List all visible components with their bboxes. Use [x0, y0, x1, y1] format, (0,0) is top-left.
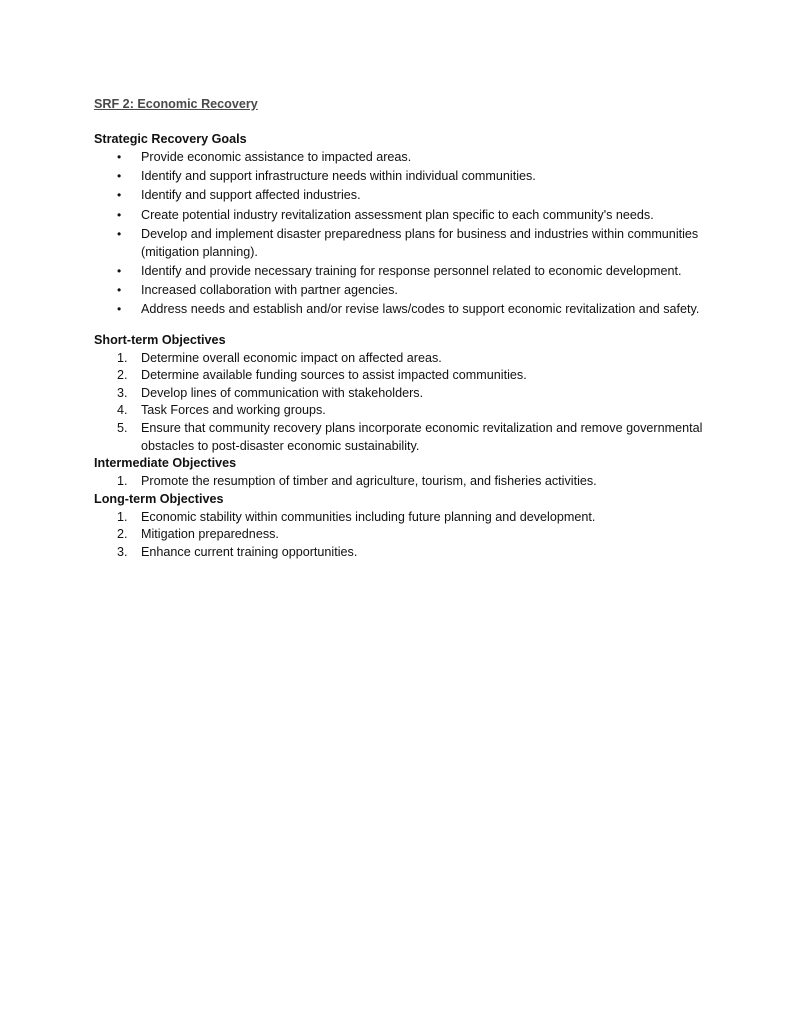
section-spacer [94, 320, 704, 331]
list-item-text: Develop and implement disaster preparedness plans for business and industries within communities (mitigation planning). [141, 226, 699, 259]
document-title: SRF 2: Economic Recovery [94, 97, 258, 111]
list-item-text: Mitigation preparedness. [141, 527, 279, 541]
list-item-text: Promote the resumption of timber and agriculture, tourism, and fisheries activities. [141, 474, 597, 488]
list-item [94, 262, 704, 280]
long-term-heading: Long-term Objectives [94, 491, 224, 506]
item-number: 2. [117, 368, 128, 382]
long-term-list [94, 508, 704, 561]
bullet-icon: • [117, 169, 122, 184]
item-number: 3. [117, 385, 128, 400]
intermediate-heading: Intermediate Objectives [94, 456, 237, 470]
item-number: 3. [117, 544, 128, 559]
intermediate-list [94, 472, 704, 490]
short-term-list [94, 349, 704, 455]
list-item-text: Create potential industry revitalization assessment plan specific to each community's needs. [141, 207, 654, 222]
item-number: 1. [117, 509, 128, 524]
list-item [94, 384, 704, 402]
list-item [94, 300, 704, 318]
list-item-text: Identify and support affected industries. [141, 188, 361, 203]
item-number: 4. [117, 403, 128, 417]
list-item-text: Enhance current training opportunities. [141, 544, 358, 559]
list-item-text: Identify and support infrastructure needs within individual communities. [141, 169, 536, 184]
list-item [94, 525, 704, 543]
item-number: 5. [117, 420, 128, 435]
list-item [94, 543, 704, 561]
bullet-icon: • [117, 283, 122, 298]
list-item [94, 366, 704, 384]
list-item-text: Determine overall economic impact on affected areas. [141, 350, 442, 365]
document-page [94, 95, 704, 560]
goals-heading: Strategic Recovery Goals [94, 132, 247, 146]
list-item-text: Determine available funding sources to assist impacted communities. [141, 368, 527, 382]
list-item-text: Economic stability within communities including future planning and development. [141, 509, 596, 524]
bullet-icon: • [117, 302, 122, 317]
list-item [94, 472, 704, 490]
list-item [94, 206, 704, 224]
list-item [94, 281, 704, 299]
item-number: 1. [117, 350, 128, 365]
list-item [94, 349, 704, 367]
bullet-icon: • [117, 207, 122, 222]
list-item [94, 401, 704, 419]
goals-list [94, 148, 704, 318]
list-item-text: Develop lines of communication with stakeholders. [141, 385, 424, 400]
item-number: 2. [117, 527, 128, 541]
bullet-icon: • [117, 188, 122, 203]
list-item-text: Task Forces and working groups. [141, 403, 326, 417]
list-item-text: Address needs and establish and/or revise laws/codes to support economic revitalization and safety. [141, 302, 700, 317]
bullet-icon: • [117, 263, 122, 278]
list-item [94, 225, 704, 261]
item-number: 1. [117, 474, 128, 488]
list-item-text: Identify and provide necessary training for response personnel related to economic development. [141, 263, 682, 278]
list-item [94, 186, 704, 204]
list-item [94, 508, 704, 526]
short-term-heading: Short-term Objectives [94, 332, 226, 347]
list-item [94, 167, 704, 185]
list-item-text: Provide economic assistance to impacted areas. [141, 150, 412, 164]
list-item [94, 419, 704, 455]
list-item [94, 148, 704, 166]
bullet-icon: • [117, 150, 122, 164]
bullet-icon: • [117, 226, 122, 241]
list-item-text: Ensure that community recovery plans incorporate economic revitalization and remove governmental obstacles to post-disaster economic sustainability. [141, 420, 703, 453]
list-item-text: Increased collaboration with partner agencies. [141, 283, 398, 298]
